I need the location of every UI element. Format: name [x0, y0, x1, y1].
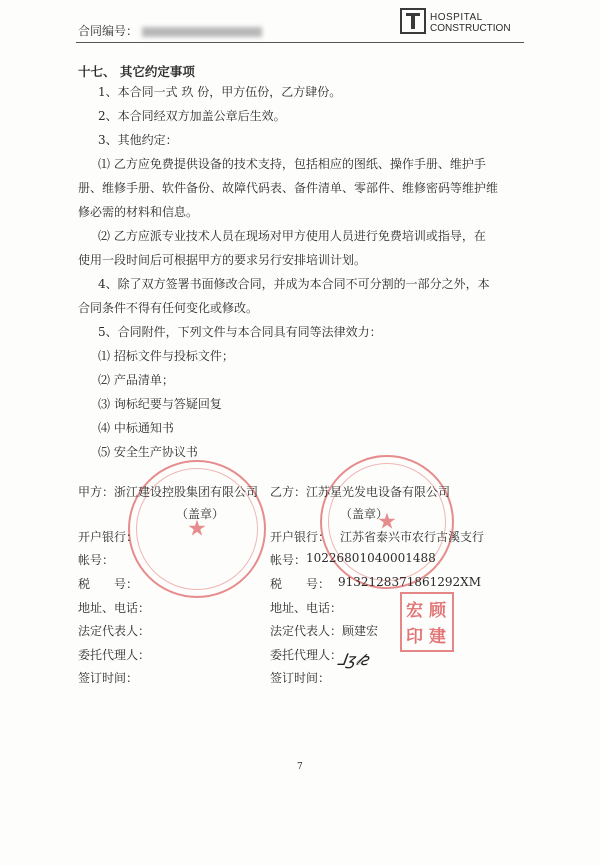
- party-b-sign-date-label: 签订时间：: [270, 671, 331, 685]
- party-b-account-value: 10226801040001488: [306, 551, 436, 565]
- clause-line: 2、本合同经双方加盖公章后生效。: [98, 109, 286, 123]
- stamp-char: 宏: [406, 601, 423, 621]
- party-b-legal-rep-label: 法定代表人：: [270, 624, 343, 638]
- logo-line-1: HOSPITAL: [430, 12, 483, 23]
- stamp-char: 印: [406, 627, 423, 647]
- clause-line: 修必需的材料和信息。: [78, 205, 199, 219]
- clause-line: 1、本合同一式 玖 份，甲方伍份，乙方肆份。: [98, 85, 342, 99]
- party-a-address-label: 地址、电话：: [78, 601, 151, 615]
- clause-line: 3、其他约定：: [98, 133, 178, 147]
- party-a-agent-label: 委托代理人：: [78, 648, 151, 662]
- clause-line: ⑴ 招标文件与投标文件；: [98, 349, 234, 363]
- party-b-tax-label: 税 号：: [270, 577, 331, 591]
- party-a-seal-label: （盖章）: [176, 507, 225, 521]
- section-title: 十七、 其它约定事项: [78, 64, 195, 79]
- clause-line: ⑵ 产品清单；: [98, 373, 174, 387]
- stamp-char: 建: [429, 627, 446, 647]
- party-b-bank-label: 开户银行：: [270, 530, 331, 544]
- clause-line: ⑶ 询标纪要与答疑回复: [98, 397, 222, 411]
- logo-line-2: CONSTRUCTION: [430, 23, 511, 34]
- party-a-sign-date-label: 签订时间：: [78, 671, 139, 685]
- contract-number: [78, 22, 262, 39]
- logo: [400, 8, 540, 40]
- header-divider: [76, 42, 524, 43]
- party-a-legal-rep-label: 法定代表人：: [78, 624, 151, 638]
- party-a-account-label: 帐号：: [78, 553, 115, 567]
- party-b-bank-value: 江苏省泰兴市农行古溪支行: [340, 530, 485, 544]
- clause-line: ⑵ 乙方应派专业技术人员在现场对甲方使用人员进行免费培训或指导，在: [98, 229, 486, 243]
- clause-line: ⑸ 安全生产协议书: [98, 445, 198, 459]
- legal-rep-name-stamp: [400, 592, 454, 652]
- party-a-tax-label: 税 号：: [78, 577, 139, 591]
- party-b-legal-rep-value: 顾建宏: [342, 624, 379, 638]
- clause-line: 4、除了双方签署书面修改合同，并成为本合同不可分割的一部分之外，本: [98, 277, 490, 291]
- page-header: [0, 0, 600, 50]
- party-a-name: 甲方：浙江建设控股集团有限公司: [78, 485, 259, 499]
- party-b-tax-value: 91321283718612​92XM: [338, 575, 481, 589]
- party-b-agent-label: 委托代理人：: [270, 648, 343, 662]
- party-a-company-seal: ★: [128, 460, 266, 598]
- party-b-seal-label: （盖章）: [340, 507, 389, 521]
- clause-line: 册、维修手册、软件备份、故障代码表、备件清单、零部件、维修密码等维护维: [78, 181, 499, 195]
- clause-line: 合同条件不得有任何变化或修改。: [78, 301, 259, 315]
- logo-mark-icon: [400, 8, 426, 34]
- clause-line: ⑴ 乙方应免费提供设备的技术支持，包括相应的图纸、操作手册、维护手: [98, 157, 486, 171]
- contract-number-redacted: [142, 27, 262, 37]
- contract-number-label: 合同编号：: [78, 24, 139, 38]
- stamp-char: 顾: [429, 601, 446, 621]
- page-number: 7: [297, 762, 303, 772]
- party-b-account-label: 帐号：: [270, 553, 307, 567]
- party-b-address-label: 地址、电话：: [270, 601, 343, 615]
- clause-line: 5、合同附件，下列文件与本合同具有同等法律效力：: [98, 325, 382, 339]
- party-b-company-seal: ★: [320, 455, 454, 589]
- handwritten-signature: ⅃ʒ𝓁ƨ: [336, 650, 372, 669]
- party-b-name: 乙方：江苏星光发电设备有限公司: [270, 485, 451, 499]
- party-a-bank-label: 开户银行：: [78, 530, 139, 544]
- clause-line: 使用一段时间后可根据甲方的要求另行安排培训计划。: [78, 253, 367, 267]
- clause-line: ⑷ 中标通知书: [98, 421, 174, 435]
